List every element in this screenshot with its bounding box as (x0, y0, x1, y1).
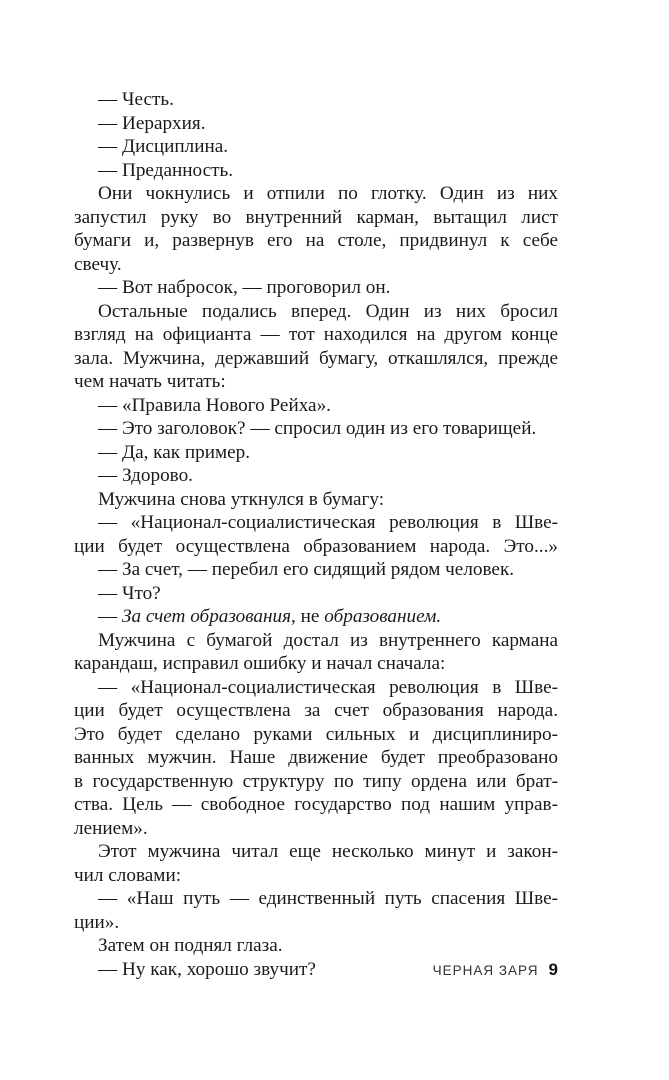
italic-fragment: образованием. (324, 606, 442, 627)
text-line: карандаш, исправил ошибку и начал сначала: (74, 653, 446, 674)
text-line: чил словами: (74, 864, 182, 886)
body-text (74, 88, 558, 981)
text-line: — «Национал-социалистическая революция в Шве- (98, 512, 558, 533)
text-line: Мужчина с бумагой достал из внутреннего кармана (98, 629, 558, 651)
text-line: — Преданность. (98, 159, 234, 181)
normal-fragment: , не (291, 606, 325, 627)
text-line: бумаги и, развернув его на столе, придвинул к себе (74, 230, 558, 251)
text-line: — Вот набросок, — проговорил он. (98, 277, 391, 298)
text-line: чем начать читать: (74, 371, 226, 392)
text-line: — Здорово. (98, 465, 193, 486)
text-line: — Дисциплина. (98, 136, 229, 157)
text-line: — Честь. (98, 89, 174, 110)
text-line: — Ну как, хорошо звучит? (98, 958, 316, 980)
text-line: — За счет, — перебил его сидящий рядом человек. (98, 559, 515, 580)
text-line: — Да, как пример. (98, 441, 251, 463)
text-line: лением». (74, 817, 148, 839)
text-line: зала. Мужчина, державший бумагу, откашлялся, прежде (74, 347, 558, 369)
text-line: ства. Цель — свободное государство под нашим управ- (74, 794, 558, 815)
text-line: Это будет сделано руками сильных и дисциплиниро- (74, 723, 558, 745)
text-line: ции». (74, 911, 120, 933)
text-line: — Иерархия. (98, 112, 206, 134)
text-line: запустил руку во внутренний карман, вытащил лист (74, 206, 558, 228)
text-line: — «Правила Нового Рейха». (98, 394, 331, 416)
text-line: — «Наш путь — единственный путь спасения Шве- (98, 888, 558, 909)
text-line: ции будет осуществлена за счет образования народа. (74, 700, 558, 721)
text-line: Этот мужчина читал еще несколько минут и закон- (98, 841, 558, 862)
text-line: Остальные подались вперед. Один из них бросил (98, 300, 558, 322)
text-line: взгляд на официанта — тот находился на другом конце (74, 324, 558, 345)
italic-text-line (98, 605, 558, 629)
italic-dash: — (98, 606, 122, 627)
italic-fragment: За счет образования (121, 606, 292, 627)
text-line: — Это заголовок? — спросил один из его товарищей. (98, 418, 537, 439)
text-line: Они чокнулись и отпили по глотку. Один из них (98, 183, 558, 204)
text-line: Затем он поднял глаза. (98, 935, 283, 956)
text-line: свечу. (74, 253, 122, 275)
text-line: ванных мужчин. Наше движение будет преобразовано (74, 747, 558, 768)
running-title: ЧЕРНАЯ ЗАРЯ (432, 963, 539, 978)
text-line: ции будет осуществлена образованием народа. Это...» (74, 535, 558, 557)
text-line: — Что? (98, 582, 161, 604)
page-number: 9 (548, 960, 558, 979)
text-line: — «Национал-социалистическая революция в Шве- (98, 676, 558, 698)
page-footer (433, 960, 558, 980)
text-line: в государственную структуру по типу ордена или брат- (74, 770, 558, 792)
text-line: Мужчина снова уткнулся в бумагу: (98, 488, 385, 510)
